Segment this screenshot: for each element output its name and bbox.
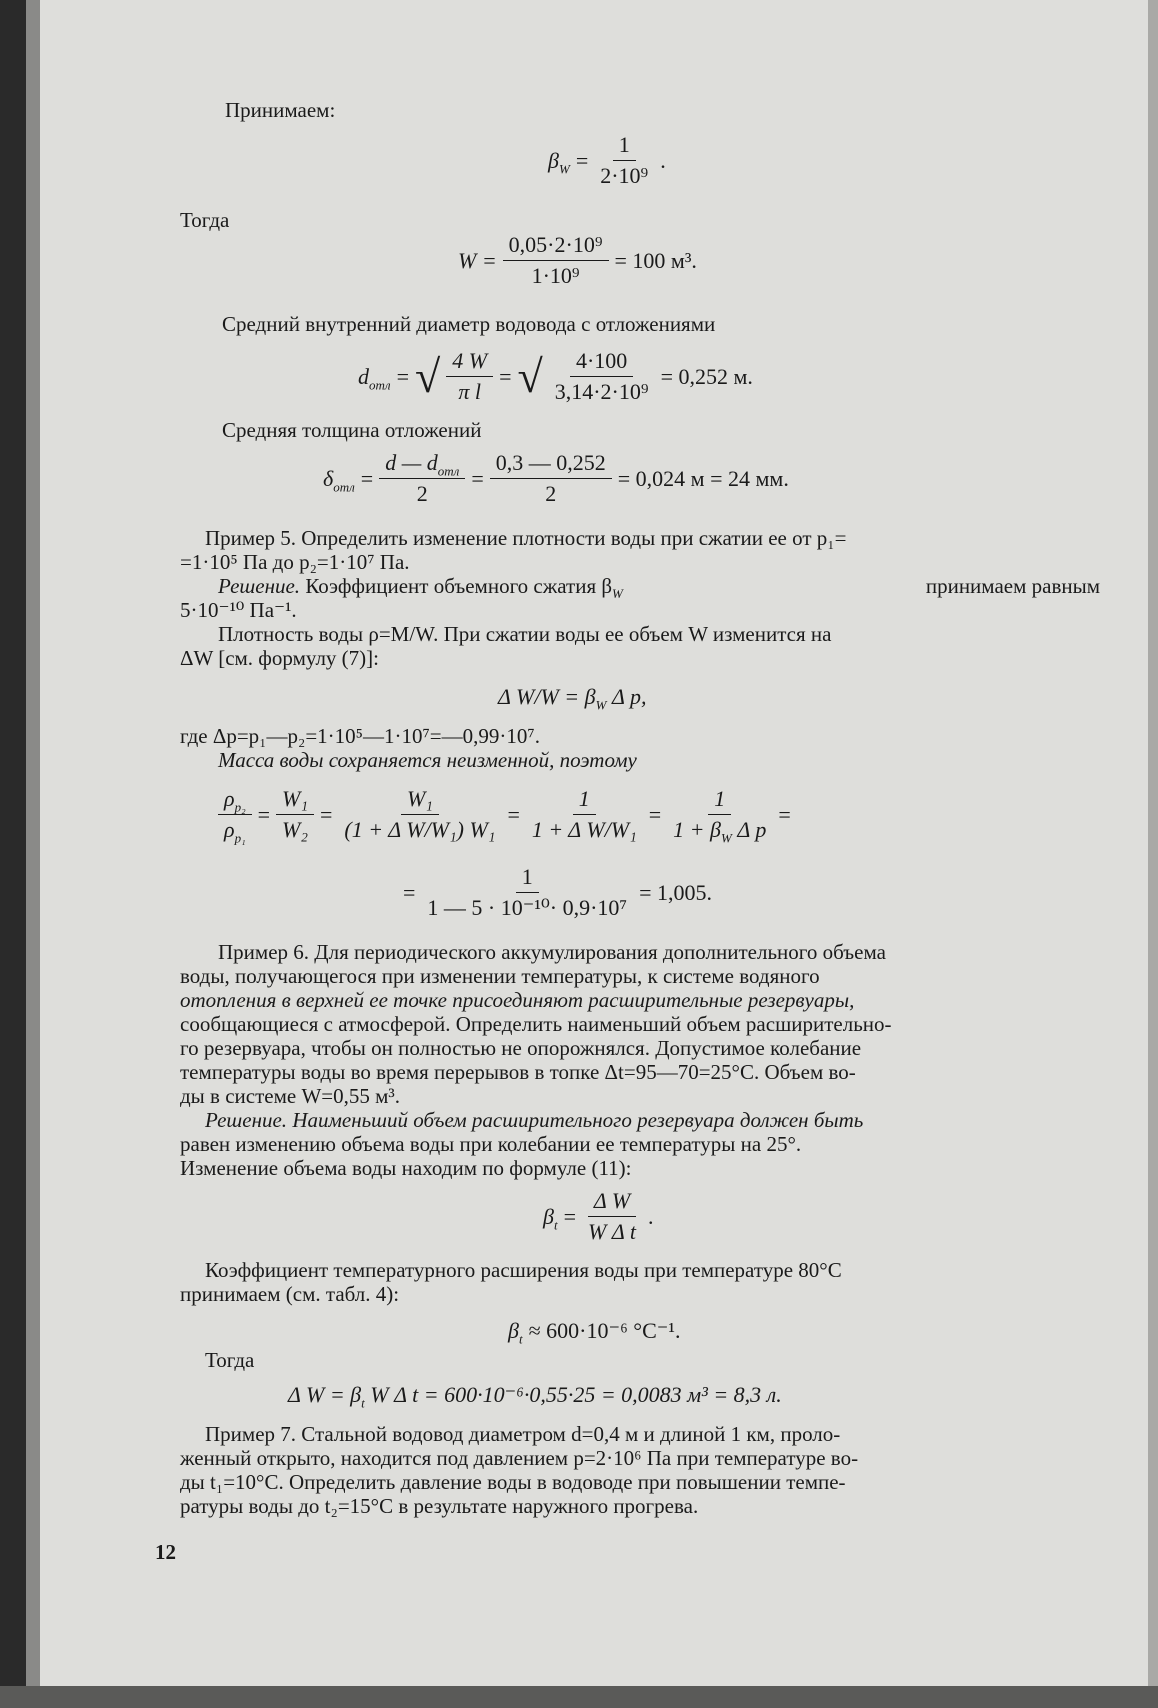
ex6-equation-delta-w: Δ $W = \beta_t$ W Δ t = 600·10⁻⁶·0,55·25 = 0,0083 м³ = 8,3 л. (288, 1382, 782, 1411)
ex6-line-1: Пример 6. Для периодического аккумулирования дополнительного объема (218, 940, 886, 964)
ex6-line-5: го резервуара, чтобы он полностью не опорожнялся. Допустимое колебание (180, 1036, 862, 1060)
ex7-line-4: ратуры воды до t₂=15°С в результате наружного прогрева. (180, 1494, 699, 1518)
ex5-line-5: Плотность воды ρ=M/W. При сжатии воды ее объем W изменится на (218, 622, 832, 646)
book-bottom-edge (0, 1686, 1158, 1708)
page-edge-right (1148, 0, 1158, 1708)
ex7-line-1: Пример 7. Стальной водовод диаметром d=0,4 м и длиной 1 км, проло- (205, 1422, 841, 1446)
ex6-equation-beta-value: $\beta_t$ ≈ 600·10⁻⁶ °С⁻¹. (508, 1318, 681, 1347)
ex5-line-7: где Δp=p₁—p₂=1·10⁵—1·10⁷=—0,99·10⁷. (180, 724, 540, 748)
ex6-solution-line-2: равен изменению объема воды при колебании ее температуры на 25°. (180, 1132, 802, 1156)
ex7-line-2: женный открыто, находится под давлением p=2·10⁶ Па при температуре во- (180, 1446, 859, 1470)
ex5-line-2: =1·10⁵ Па до p₂=1·10⁷ Па. (180, 550, 410, 574)
ex5-line-8: Масса воды сохраняется неизменной, поэтому (218, 748, 637, 772)
ex6-line-2: воды, получающегося при изменении температуры, к системе водяного (180, 964, 820, 988)
ex5-equation-2: $\frac{\rho_{p_2}}{\rho_{p_1}}$ = $\frac{\text{W₁}}{\text{W₂}}$ = $\frac{\text{W₁}}{\text{(1 + Δ W/W₁) W₁}}$ = $\frac{1}{\text{1 + Δ W/W₁}}$ = $\frac{1}{1 + \beta_W \Delta p}$ = (215, 786, 794, 843)
ex6-koef-line-2: принимаем (см. табл. 4): (180, 1282, 400, 1306)
text-prinimaem: Принимаем: (225, 98, 336, 122)
ex6-equation-beta-t: $\beta_t$ = $\frac{\text{Δ W}}{\text{W Δ t}}$ . (543, 1188, 654, 1244)
ex5-line-1: Пример 5. Определить изменение плотности воды при сжатии ее от p₁= (205, 526, 847, 550)
equation-beta-w: $\beta_W$ = $\frac{1}{\text{2·10⁹}}$ . (548, 132, 666, 188)
book-gutter (26, 0, 40, 1708)
text-togda-1: Тогда (180, 208, 230, 232)
ex6-solution-line-1: Решение. Наименьший объем расширительного резервуара должен быть (205, 1108, 864, 1132)
ex6-line-6: температуры воды во время перерывов в топке Δt=95—70=25°С. Объем во- (180, 1060, 856, 1084)
ex6-line-7: ды в системе W=0,55 м³. (180, 1084, 400, 1108)
ex5-line-4: 5·10⁻¹⁰ Па⁻¹. (180, 598, 297, 622)
text-togda-2: Тогда (205, 1348, 255, 1372)
ex7-line-3: ды t₁=10°С. Определить давление воды в водоводе при повышении темпе- (180, 1470, 846, 1494)
ex5-equation-1: Δ $W/W = \beta_W$ Δ p, (498, 684, 647, 713)
ex6-line-4: сообщающиеся с атмосферой. Определить наименьший объем расширительно- (180, 1012, 892, 1036)
equation-w: W = $\frac{\text{0,05·2·10⁹}}{\text{1·10⁹}}$ = 100 м³. (458, 232, 697, 288)
equation-delta-otl: $\delta_{отл}$ = $\frac{d — d_{отл}}{2}$ = $\frac{0,3 — 0,252}{2}$ = 0,024 м = 24 мм. (323, 450, 789, 506)
equation-d-otl: $d_{отл}$ = √ $\frac{4 W}{\text{π l}}$ = √ $\frac{4\cdot 100}{\text{3,14·2·10⁹}}$ = 0,252 м. (358, 348, 753, 404)
ex5-line-6: ΔW [см. формулу (7)]: (180, 646, 379, 670)
ex6-line-3: отопления в верхней ее точке присоединяют расширительные резервуары, (180, 988, 855, 1012)
book-spine-shadow (0, 0, 26, 1708)
ex6-solution-line-3: Изменение объема воды находим по формуле (11): (180, 1156, 632, 1180)
ex5-equation-3: = $\frac{1}{\text{1 — 5 · 10⁻¹⁰· 0,9·10⁷}}$ = 1,005. (403, 864, 713, 920)
text-tolshina: Средняя толщина отложений (222, 418, 482, 442)
ex5-line-3: Решение. Коэффициент объемного сжатия $\beta_W$ принимаем равным (218, 574, 1100, 602)
page-number: 12 (155, 1540, 176, 1564)
text-sredniy-diametr: Средний внутренний диаметр водовода с отложениями (222, 312, 716, 336)
ex6-koef-line-1: Коэффициент температурного расширения воды при температуре 80°С (205, 1258, 842, 1282)
book-page (40, 0, 1148, 1686)
